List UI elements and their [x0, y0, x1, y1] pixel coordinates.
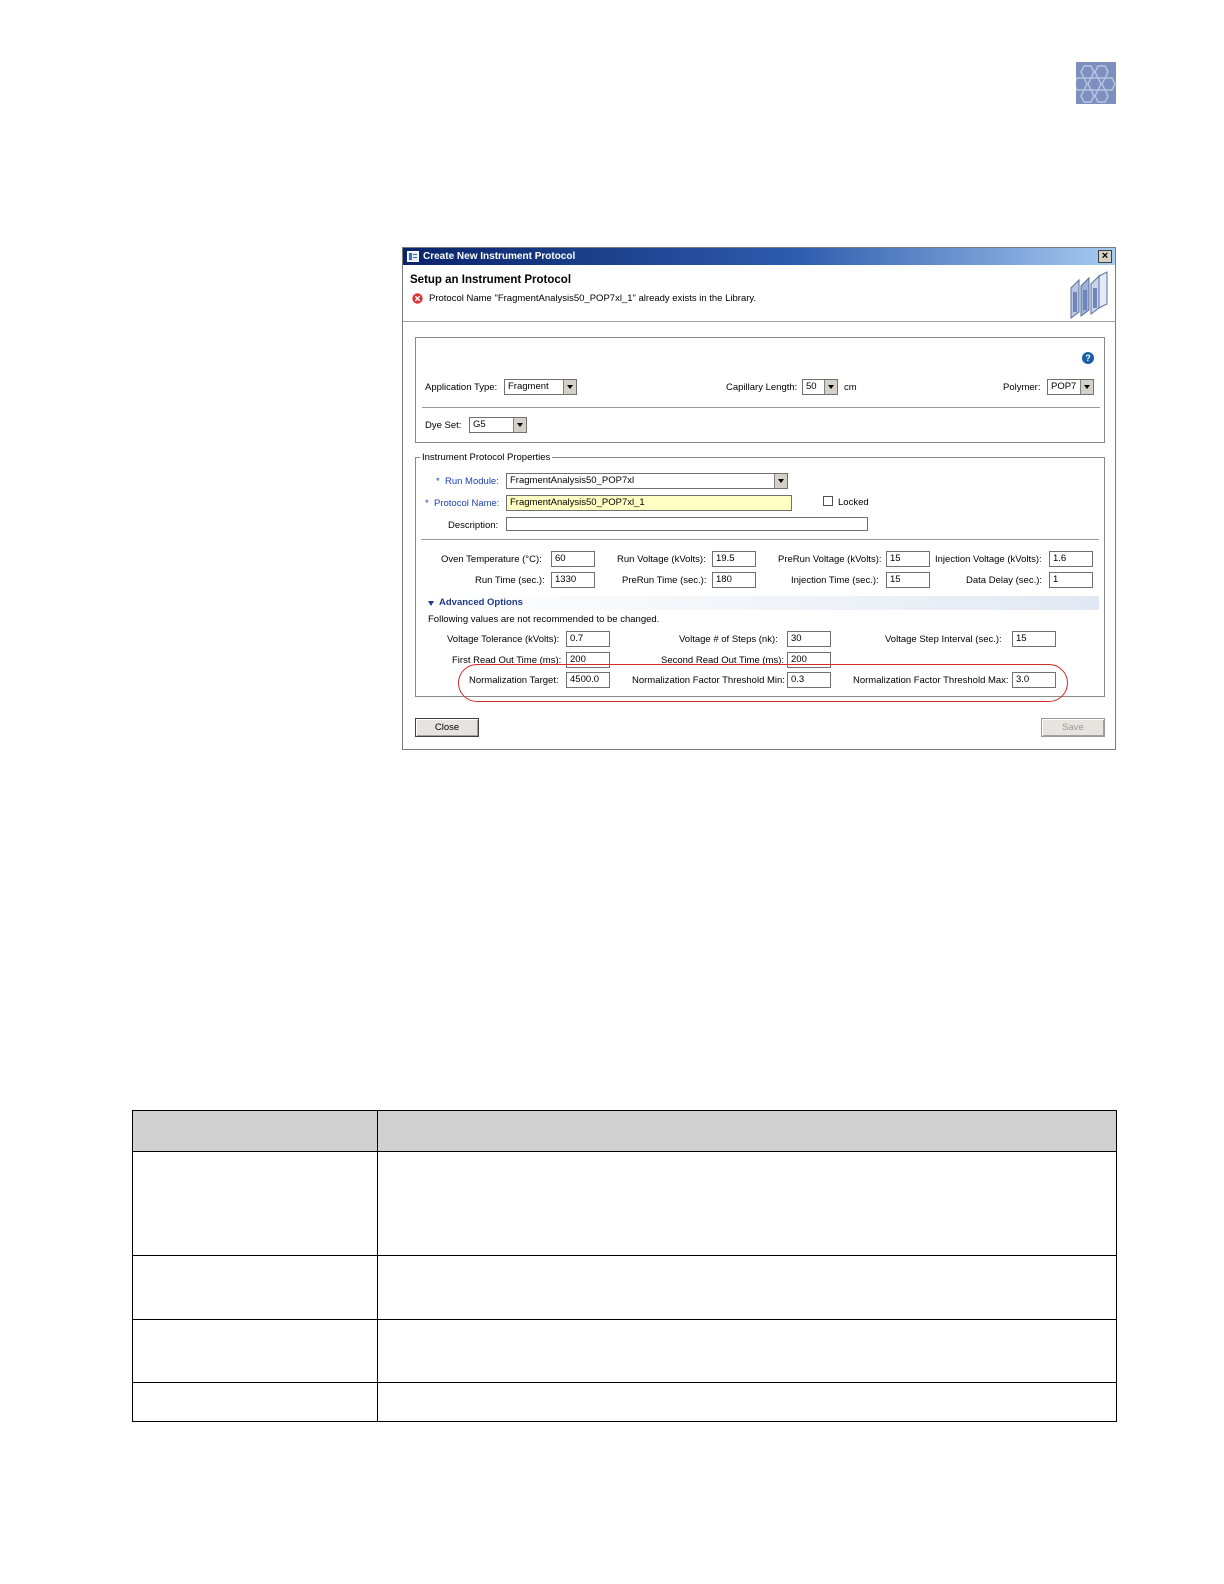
normalization-target-input[interactable]: 4500.0 — [566, 672, 610, 688]
table-cell — [133, 1383, 378, 1422]
window-close-button[interactable] — [1098, 250, 1112, 263]
settings-divider — [422, 407, 1100, 408]
capillary-length-unit: cm — [844, 382, 857, 393]
dye-set-label: Dye Set: — [425, 420, 462, 431]
table-header-cell — [133, 1111, 378, 1152]
run-module-label — [436, 476, 499, 487]
application-type-label: Application Type: — [425, 382, 498, 393]
close-button[interactable]: Close — [415, 718, 479, 737]
prerun-voltage-input[interactable]: 15 — [886, 551, 930, 567]
oven-temperature-input[interactable]: 60 — [551, 551, 595, 567]
chevron-down-icon — [1080, 380, 1093, 394]
first-read-out-time-input[interactable]: 200 — [566, 652, 610, 668]
table-cell — [378, 1320, 1117, 1383]
chevron-down-icon — [563, 380, 576, 394]
description-label: Description: — [448, 520, 499, 531]
close-icon: × — [1101, 250, 1109, 262]
run-voltage-input[interactable]: 19.5 — [712, 551, 756, 567]
normalization-target-label: Normalization Target: — [469, 675, 559, 686]
header-title: Setup an Instrument Protocol — [410, 274, 572, 286]
dialog-body — [403, 323, 1115, 749]
advanced-options-toggle[interactable] — [423, 596, 1099, 610]
capillary-length-label: Capillary Length: — [726, 382, 798, 393]
dye-set-value: G5 — [473, 419, 486, 430]
chevron-down-icon — [513, 418, 526, 432]
polymer-value: POP7 — [1051, 381, 1077, 392]
capillary-length-select[interactable] — [802, 379, 838, 395]
help-icon[interactable]: ? — [1082, 352, 1094, 364]
advanced-options-title: Advanced Options — [439, 597, 523, 608]
table-row — [133, 1320, 1117, 1383]
polymer-select[interactable] — [1047, 379, 1094, 395]
table-cell — [378, 1256, 1117, 1320]
injection-voltage-label: Injection Voltage (kVolts): — [935, 554, 1042, 565]
create-instrument-protocol-dialog — [402, 247, 1116, 750]
run-module-select[interactable] — [506, 473, 788, 489]
protocol-name-label-text: Protocol Name: — [433, 498, 500, 509]
voltage-steps-input[interactable]: 30 — [787, 631, 831, 647]
chevron-down-icon — [774, 474, 787, 488]
protocol-name-input[interactable]: FragmentAnalysis50_POP7xl_1 — [506, 495, 792, 511]
advanced-options-note: Following values are not recommended to be changed. — [428, 614, 660, 625]
run-module-label-text: Run Module: — [444, 476, 499, 487]
voltage-step-interval-label: Voltage Step Interval (sec.): — [885, 634, 1002, 645]
save-button[interactable]: Save — [1041, 718, 1105, 737]
application-type-select[interactable] — [504, 379, 577, 395]
voltage-tolerance-input[interactable]: 0.7 — [566, 631, 610, 647]
locked-checkbox[interactable] — [823, 496, 833, 506]
table-cell — [133, 1152, 378, 1256]
dialog-header — [403, 265, 1115, 322]
application-type-value: Fragment — [508, 381, 549, 392]
run-time-input[interactable]: 1330 — [551, 572, 595, 588]
injection-voltage-input[interactable]: 1.6 — [1049, 551, 1093, 567]
table-cell — [378, 1152, 1117, 1256]
dye-set-select[interactable] — [469, 417, 527, 433]
polymer-label: Polymer: — [1003, 382, 1041, 393]
table-row — [133, 1152, 1117, 1256]
voltage-steps-label: Voltage # of Steps (nk): — [679, 634, 778, 645]
data-delay-input[interactable]: 1 — [1049, 572, 1093, 588]
required-mark: * — [436, 476, 440, 487]
error-message: Protocol Name "FragmentAnalysis50_POP7xl_1" already exists in the Library. — [429, 293, 757, 304]
run-module-value: FragmentAnalysis50_POP7xl — [510, 475, 635, 486]
table-header-row — [133, 1111, 1117, 1152]
locked-label: Locked — [838, 497, 869, 508]
norm-factor-max-label: Normalization Factor Threshold Max: — [853, 675, 1009, 686]
second-read-out-time-label: Second Read Out Time (ms): — [661, 655, 785, 666]
oven-temperature-label: Oven Temperature (°C): — [441, 554, 542, 565]
prerun-voltage-label: PreRun Voltage (kVolts): — [778, 554, 882, 565]
app-window-icon — [407, 251, 419, 262]
dialog-title: Create New Instrument Protocol — [423, 251, 576, 262]
properties-divider — [421, 539, 1099, 540]
table-cell — [133, 1256, 378, 1320]
description-input[interactable] — [506, 517, 868, 531]
data-delay-label: Data Delay (sec.): — [966, 575, 1043, 586]
voltage-tolerance-label: Voltage Tolerance (kVolts): — [447, 634, 560, 645]
norm-factor-min-input[interactable]: 0.3 — [787, 672, 831, 688]
normalization-highlight-oval — [458, 664, 1068, 702]
chevron-down-icon — [824, 380, 837, 394]
dialog-title-bar[interactable] — [403, 248, 1115, 265]
error-icon — [412, 293, 423, 304]
voltage-step-interval-input[interactable]: 15 — [1012, 631, 1056, 647]
parameter-table — [132, 1110, 1117, 1422]
capillary-length-value: 50 — [806, 381, 817, 392]
capillary-array-illustration-icon — [1063, 268, 1111, 320]
table-row — [133, 1256, 1117, 1320]
norm-factor-max-input[interactable]: 3.0 — [1012, 672, 1056, 688]
table-cell — [133, 1320, 378, 1383]
run-voltage-label: Run Voltage (kVolts): — [617, 554, 706, 565]
table-header-cell — [378, 1111, 1117, 1152]
first-read-out-time-label: First Read Out Time (ms): — [452, 655, 562, 666]
norm-factor-min-label: Normalization Factor Threshold Min: — [632, 675, 785, 686]
injection-time-input[interactable]: 15 — [886, 572, 930, 588]
prerun-time-input[interactable]: 180 — [712, 572, 756, 588]
injection-time-label: Injection Time (sec.): — [791, 575, 879, 586]
table-cell — [378, 1383, 1117, 1422]
table-row — [133, 1383, 1117, 1422]
run-time-label: Run Time (sec.): — [475, 575, 545, 586]
instrument-settings-panel — [415, 337, 1105, 443]
prerun-time-label: PreRun Time (sec.): — [622, 575, 707, 586]
collapse-triangle-icon — [428, 601, 434, 606]
protocol-properties-legend: Instrument Protocol Properties — [422, 452, 551, 463]
protocol-name-label — [425, 498, 499, 509]
brand-hex-logo-icon — [1076, 62, 1116, 104]
required-mark: * — [425, 498, 429, 509]
second-read-out-time-input[interactable]: 200 — [787, 652, 831, 668]
